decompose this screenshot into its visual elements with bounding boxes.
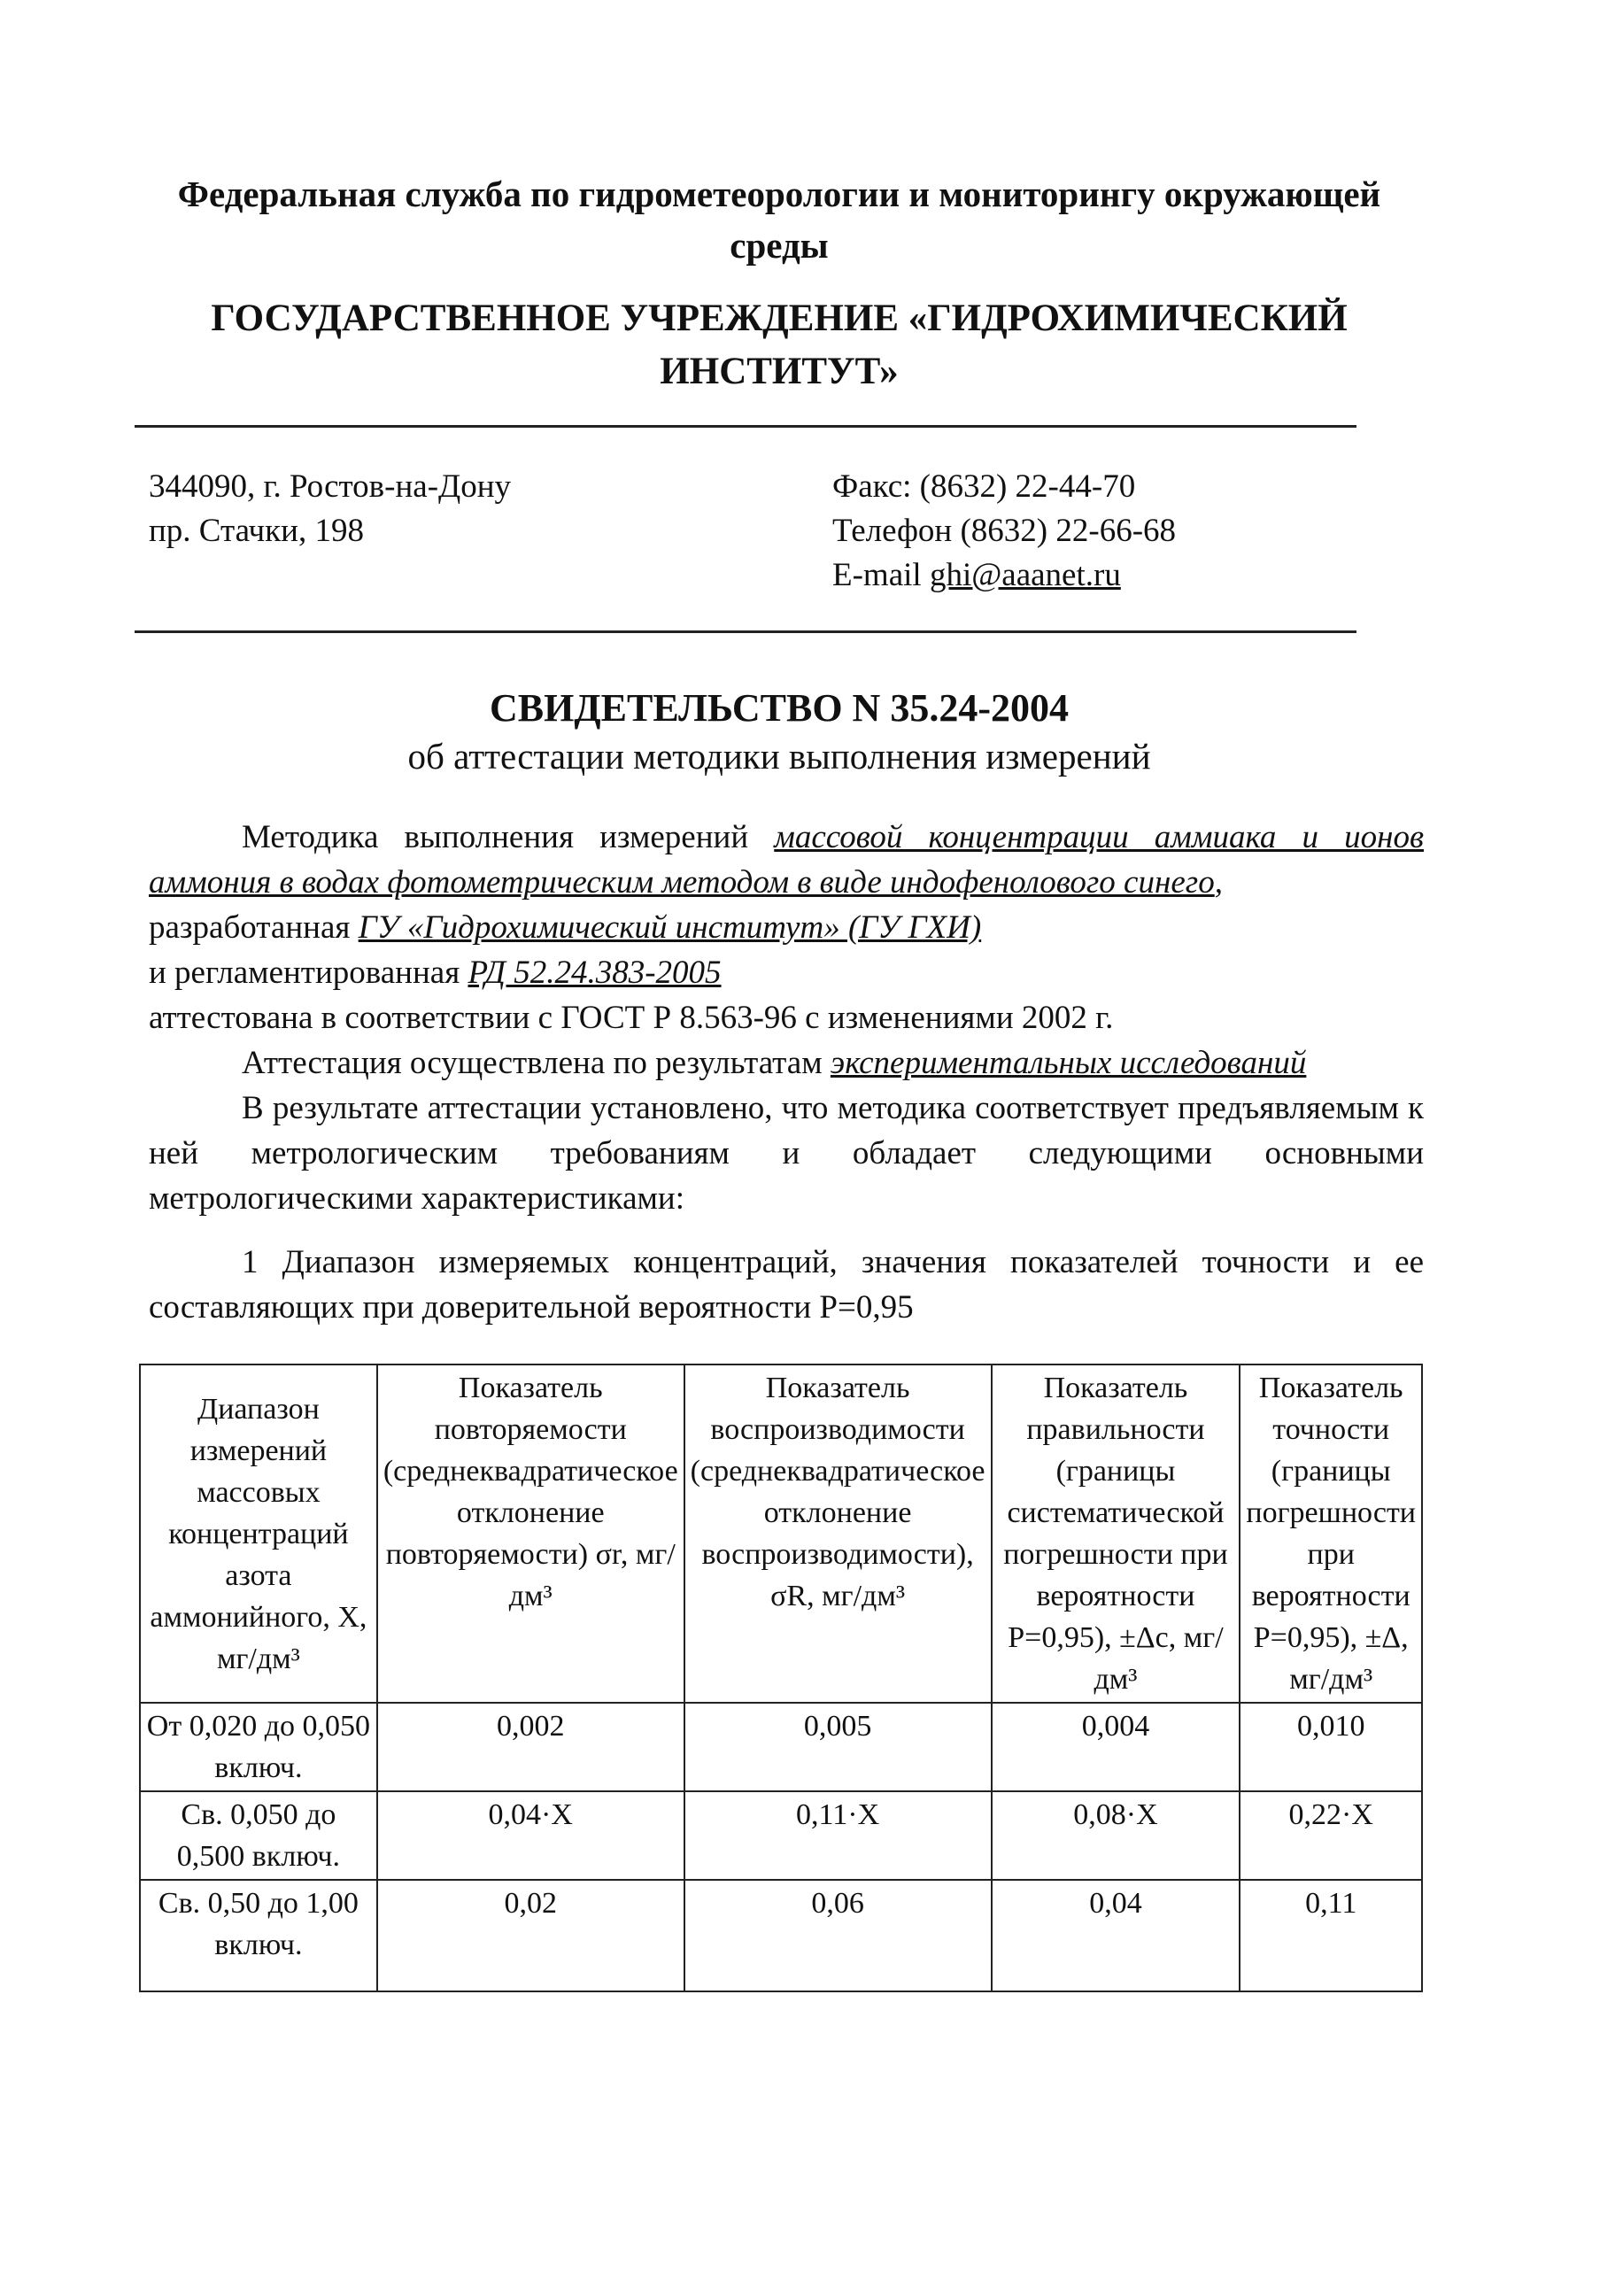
email-label: E-mail xyxy=(832,557,930,593)
header-range: Диапазон измерений массовых концентраций азота аммонийного, X, мг/дм³ xyxy=(140,1364,377,1703)
table-cell: 0,010 xyxy=(1240,1703,1422,1791)
table-cell: Св. 0,050 до 0,500 включ. xyxy=(140,1791,377,1880)
metrology-table xyxy=(139,1364,1423,1992)
address-line-1: 344090, г. Ростов-на-Дону xyxy=(149,468,512,505)
method-paragraph xyxy=(149,815,1424,1221)
bottom-divider xyxy=(135,630,1356,633)
fax-line: Факс: (8632) 22-44-70 xyxy=(832,468,1136,505)
gost-line: аттестована в соответствии с ГОСТ Р 8.563-96 с изменениями 2002 г. xyxy=(149,1000,1114,1036)
developer-lead: разработанная xyxy=(149,909,359,946)
table-cell: 0,04·X xyxy=(377,1791,684,1880)
method-lead: Методика выполнения измерений xyxy=(242,819,775,855)
table-cell: 0,11·X xyxy=(684,1791,992,1880)
developer-line xyxy=(149,905,1424,950)
developer-name: ГУ «Гидрохимический институт» (ГУ ГХИ) xyxy=(358,909,982,946)
agency-heading: Федеральная служба по гидрометеорологии и мониторингу окружающей среды xyxy=(177,174,1381,266)
result-text: В результате аттестации установлено, что методика соответствует предъявляемым к ней метрологическим требованиям и обладает следующими основными метрологическими характеристиками: xyxy=(149,1090,1424,1217)
document-code: РД 52.24.383-2005 xyxy=(468,955,722,991)
contact-block xyxy=(832,465,1176,598)
table-row xyxy=(140,1791,1422,1880)
email-link[interactable]: ghi@aaanet.ru xyxy=(929,557,1121,593)
table-cell: Св. 0,50 до 1,00 включ. xyxy=(140,1880,377,1991)
document-lead: и регламентированная xyxy=(149,955,468,991)
table-cell: 0,06 xyxy=(684,1880,992,1991)
table-cell: 0,02 xyxy=(377,1880,684,1991)
certificate-title: СВИДЕТЕЛЬСТВО N 35.24-2004 xyxy=(490,686,1069,730)
address-block xyxy=(149,465,511,553)
item-1-paragraph xyxy=(149,1240,1424,1330)
table-cell: 0,11 xyxy=(1240,1880,1422,1991)
table-cell: 0,004 xyxy=(992,1703,1240,1791)
document-line xyxy=(149,950,1424,995)
basis-line xyxy=(149,1040,1424,1086)
header-trueness: Показатель правильности (границы систематической погрешности при вероятности Р=0,95), ±Δс, мг/дм³ xyxy=(992,1364,1240,1703)
table-cell: 0,002 xyxy=(377,1703,684,1791)
table-cell: От 0,020 до 0,050 включ. xyxy=(140,1703,377,1791)
method-tail: , xyxy=(1214,864,1223,901)
header-accuracy: Показатель точности (границы погрешности при вероятности Р=0,95), ±Δ, мг/дм³ xyxy=(1240,1364,1422,1703)
certificate-subtitle: об аттестации методики выполнения измерений xyxy=(407,736,1151,777)
table-cell: 0,04 xyxy=(992,1880,1240,1991)
phone-line: Телефон (8632) 22-66-68 xyxy=(832,513,1177,549)
method-name: массовой концентрации аммиака и ионов аммония в водах фотометрическим методом в виде индофенолового синего xyxy=(149,819,1424,901)
table-row xyxy=(140,1703,1422,1791)
email-line xyxy=(832,553,1176,598)
result-paragraph xyxy=(149,1086,1424,1221)
header-repeatability: Показатель повторяемости (среднеквадратическое отклонение повторяемости) σr, мг/дм³ xyxy=(377,1364,684,1703)
institute-heading: ГОСУДАРСТВЕННОЕ УЧРЕЖДЕНИЕ «ГИДРОХИМИЧЕСКИЙ ИНСТИТУТ» xyxy=(211,298,1348,392)
basis-value: экспериментальных исследований xyxy=(830,1045,1307,1081)
table-cell: 0,08·X xyxy=(992,1791,1240,1880)
table-header-row xyxy=(140,1364,1422,1703)
top-divider xyxy=(135,425,1356,428)
table-row xyxy=(140,1880,1422,1991)
item-1-text: 1 Диапазон измеряемых концентраций, значения показателей точности и ее составляющих при доверительной вероятности Р=0,95 xyxy=(149,1244,1424,1326)
address-line-2: пр. Стачки, 198 xyxy=(149,513,364,549)
header-reproducibility: Показатель воспроизводимости (среднеквадратическое отклонение воспроизводимости), σR, мг/дм³ xyxy=(684,1364,992,1703)
basis-lead: Аттестация осуществлена по результатам xyxy=(242,1045,831,1081)
table-cell: 0,005 xyxy=(684,1703,992,1791)
table-cell: 0,22·X xyxy=(1240,1791,1422,1880)
